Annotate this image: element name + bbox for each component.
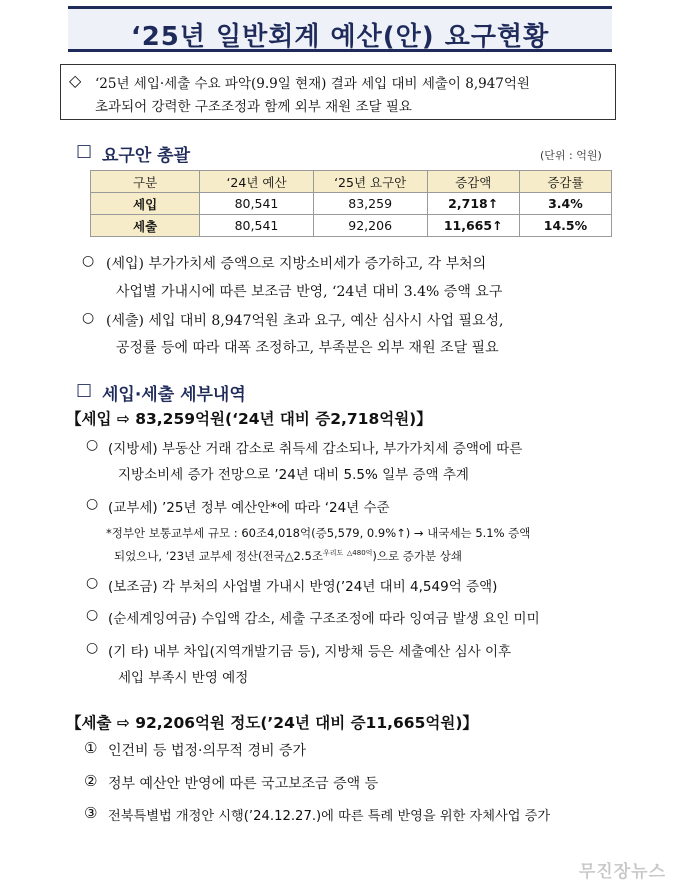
note-text-part: 되었으나, ‘23년 교부세 정산(전국△2.5조 [114,549,323,563]
note-text: *정부안 보통교부세 규모 : 60조4,018억(증5,579, 0.9%↑) → 내국세는 5.1% 증액 [106,526,531,540]
revenue-item-text: 세입 부족시 반영 예정 [118,670,249,686]
revenue-item-text: (지방세) 부동산 거래 감소로 취득세 감소되나, 부가가치세 증액에 따른 [108,441,523,457]
header-cell: 구분 [91,171,200,193]
numbered-marker: ② [84,772,98,790]
header-cell: 증감액 [427,171,519,193]
revenue-item-text: 지방소비세 증가 전망으로 ’24년 대비 5.5% 일부 증액 추계 [118,467,469,483]
bullet-marker: ○ [86,640,99,656]
expense-item-text: 인건비 등 법정·의무적 경비 증가 [108,743,307,759]
note-text [114,548,462,564]
bullet-marker: ○ [82,253,95,269]
table-cell: 3.4% [519,193,611,215]
numbered-marker: ① [84,739,98,757]
bullet-marker: ○ [86,607,99,623]
table-cell: 80,541 [200,215,314,237]
expense-item-text: 전북특별법 개정안 시행(’24.12.27.)에 따른 특례 반영을 위한 자체사업 증가 [108,809,551,824]
unit-label: (단위 : 억원) [540,149,602,162]
table-cell: 2,718↑ [427,193,519,215]
table-cell: 11,665↑ [427,215,519,237]
expense-heading: 【세출 ⇨ 92,206억원 정도(’24년 대비 증11,665억원)】 [66,714,478,732]
summary-box [60,64,616,120]
bullet-marker: ○ [86,575,99,591]
bullet-text: (세출) 세입 대비 8,947억원 초과 요구, 예산 심사시 사업 필요성, [106,313,504,329]
bullet-text: (세입) 부가가치세 증액으로 지방소비세가 증가하고, 각 부처의 [106,256,487,272]
table-row [91,193,612,215]
header-cell: ‘25년 요구안 [313,171,427,193]
table-cell: 92,206 [313,215,427,237]
bullet-text: 사업별 가내시에 따른 보조금 반영, ‘24년 대비 3.4% 증액 요구 [116,284,503,300]
section1-box-icon: □ [76,141,93,161]
table-cell: 80,541 [200,193,314,215]
section2-title: 세입·세출 세부내역 [102,385,246,405]
note-sup: 우리도 [322,549,344,558]
summary-line-2: 초과되어 강력한 구조조정과 함께 외부 재원 조달 필요 [95,99,412,115]
budget-table [90,170,612,237]
revenue-heading: 【세입 ⇨ 83,259억원(‘24년 대비 증2,718억원)】 [66,410,432,428]
header-cell: ‘24년 예산 [200,171,314,193]
watermark-logo: 무진장뉴스 [578,862,666,882]
bullet-marker: ○ [86,437,99,453]
page-title: ‘25년 일반회계 예산(안) 요구현황 [130,22,550,52]
section1-title: 요구안 총괄 [102,146,191,166]
note-text-part: )으로 증가분 상쇄 [372,549,462,563]
summary-line-1: ‘25년 세입·세출 수요 파악(9.9일 현재) 결과 세입 대비 세출이 8,947억원 [95,76,530,92]
table-cell: 14.5% [519,215,611,237]
revenue-item-text: (보조금) 각 부처의 사업별 가내시 반영(’24년 대비 4,549억 증액) [108,579,498,595]
bullet-text: 공정률 등에 따라 대폭 조정하고, 부족분은 외부 재원 조달 필요 [116,340,499,356]
revenue-item-text: (교부세) ’25년 정부 예산안*에 따라 ‘24년 수준 [108,500,390,516]
revenue-item-text: (기 타) 내부 차입(지역개발기금 등), 지방채 등은 세출예산 심사 이후 [108,644,512,660]
bullet-marker: ○ [82,310,95,326]
diamond-icon: ◇ [69,71,82,90]
section2-box-icon: □ [76,380,93,400]
row-label: 세입 [91,193,200,215]
table-row [91,215,612,237]
table-cell: 83,259 [313,193,427,215]
row-label: 세출 [91,215,200,237]
title-box [68,6,612,52]
revenue-item-text: (순세계잉여금) 수입액 감소, 세출 구조조정에 따라 잉여금 발생 요인 미미 [108,611,540,627]
table-header-row [91,171,612,193]
bullet-marker: ○ [86,496,99,512]
header-cell: 증감률 [519,171,611,193]
note-sup: △480억 [346,549,373,558]
numbered-marker: ③ [84,804,98,822]
expense-item-text: 정부 예산안 반영에 따른 국고보조금 증액 등 [108,776,379,792]
